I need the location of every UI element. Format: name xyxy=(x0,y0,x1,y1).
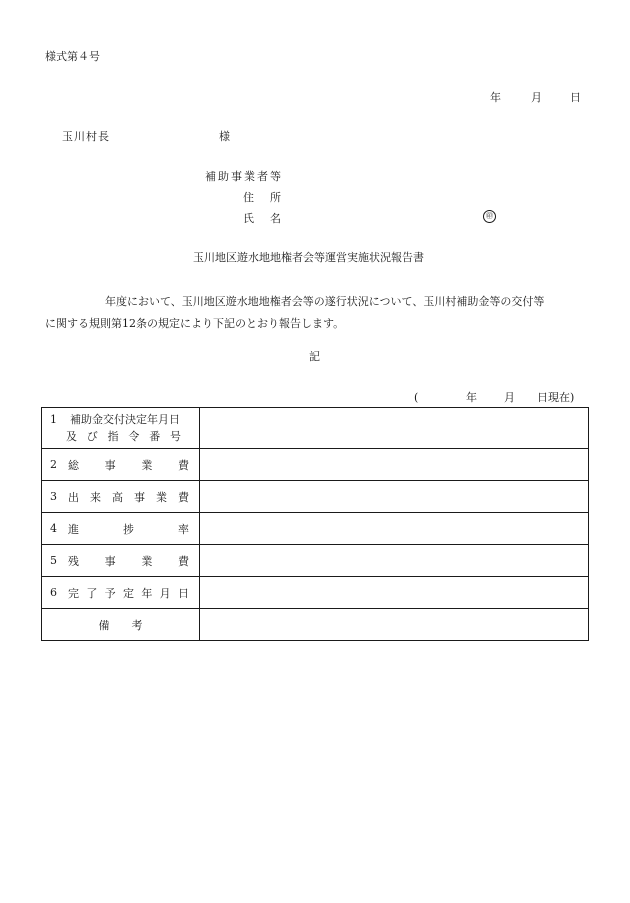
row-number: 6 xyxy=(50,586,57,599)
label-char: 高 xyxy=(112,490,123,504)
report-table xyxy=(41,407,589,641)
label-char: 月 xyxy=(159,586,171,600)
label-char: 残 xyxy=(68,554,79,568)
date-month: 月 xyxy=(531,91,542,104)
label-char: 番 xyxy=(149,430,161,443)
label-char: 事 xyxy=(104,554,116,568)
ki-heading: 記 xyxy=(309,350,320,363)
label-char: 総 xyxy=(68,458,79,472)
address-label-char-2: 所 xyxy=(270,191,281,204)
seal-mark: ㊞ xyxy=(483,210,496,223)
value-cell-completed-cost[interactable] xyxy=(200,481,589,513)
label-char: 及 xyxy=(66,430,77,443)
as-of-open: ( xyxy=(414,391,419,404)
value-cell-completion-date[interactable] xyxy=(200,577,589,609)
date-year: 年 xyxy=(490,91,501,104)
table-row xyxy=(42,609,589,641)
body-line-1: 年度において、玉川地区遊水地地権者会等の遂行状況について、玉川村補助金等の交付等 xyxy=(105,295,545,308)
label-char: 日 xyxy=(177,586,189,600)
row-label-completion-date xyxy=(42,577,200,609)
value-cell-decision-date[interactable] xyxy=(200,408,589,449)
table-row xyxy=(42,408,589,449)
label-char: び xyxy=(86,430,98,443)
label-char: 来 xyxy=(90,490,101,504)
label-char: 率 xyxy=(178,522,189,536)
label-char: 定 xyxy=(122,586,134,600)
table-row xyxy=(42,545,589,577)
table-row xyxy=(42,481,589,513)
row-label-line-1: 補助金交付決定年月日 xyxy=(70,413,180,426)
name-label-char-2: 名 xyxy=(270,212,281,225)
label-char: 業 xyxy=(156,490,167,504)
label-char: 事 xyxy=(134,490,145,504)
body-paragraph xyxy=(45,291,590,335)
label-char: 号 xyxy=(169,430,181,443)
row-label-decision-date xyxy=(42,408,200,449)
label-char: 事 xyxy=(104,458,116,472)
table-row xyxy=(42,513,589,545)
document-title: 玉川地区遊水地地権者会等運営実施状況報告書 xyxy=(193,251,424,264)
addressee: 玉川村長 xyxy=(62,130,110,143)
row-number: 1 xyxy=(50,413,57,426)
row-number: 4 xyxy=(50,522,57,535)
address-label xyxy=(243,192,281,203)
addressee-honorific: 様 xyxy=(219,130,230,143)
label-char: 費 xyxy=(178,490,189,504)
row-label-completed-cost xyxy=(42,481,200,513)
date-day: 日 xyxy=(570,91,581,104)
label-char: 業 xyxy=(141,554,153,568)
value-cell-remarks[interactable] xyxy=(200,609,589,641)
row-label-progress-rate xyxy=(42,513,200,545)
form-number: 様式第４号 xyxy=(45,50,100,63)
row-label-total-cost xyxy=(42,449,200,481)
name-label xyxy=(243,213,281,224)
address-label-char-1: 住 xyxy=(243,191,254,204)
applicant-heading: 補助事業者等 xyxy=(205,170,283,183)
label-char: 完 xyxy=(68,586,79,600)
row-label-line-2 xyxy=(50,428,189,445)
label-char: 指 xyxy=(107,430,119,443)
label-char: 費 xyxy=(177,458,189,472)
label-char: 予 xyxy=(104,586,116,600)
label-char: 業 xyxy=(141,458,153,472)
label-char: 備 xyxy=(98,618,110,632)
value-cell-remaining-cost[interactable] xyxy=(200,545,589,577)
row-label-remaining-cost xyxy=(42,545,200,577)
name-label-char-1: 氏 xyxy=(243,212,254,225)
label-char: 年 xyxy=(141,586,153,600)
as-of-month: 月 xyxy=(504,391,515,404)
row-label-remarks xyxy=(42,609,200,641)
table-row xyxy=(42,449,589,481)
label-char: 出 xyxy=(68,490,79,504)
label-char: 進 xyxy=(68,522,79,536)
as-of-year: 年 xyxy=(466,391,477,404)
table-row xyxy=(42,577,589,609)
label-char: 費 xyxy=(177,554,189,568)
body-line-2: に関する規則第12条の規定により下記のとおり報告します。 xyxy=(45,317,345,330)
as-of-day-now: 日現在) xyxy=(537,391,575,404)
label-char: 令 xyxy=(128,430,140,443)
label-char: 了 xyxy=(86,586,98,600)
row-number: 2 xyxy=(50,458,57,471)
row-number: 5 xyxy=(50,554,57,567)
label-char: 捗 xyxy=(123,522,134,536)
value-cell-progress-rate[interactable] xyxy=(200,513,589,545)
row-number: 3 xyxy=(50,490,57,503)
label-char: 考 xyxy=(131,618,143,632)
value-cell-total-cost[interactable] xyxy=(200,449,589,481)
